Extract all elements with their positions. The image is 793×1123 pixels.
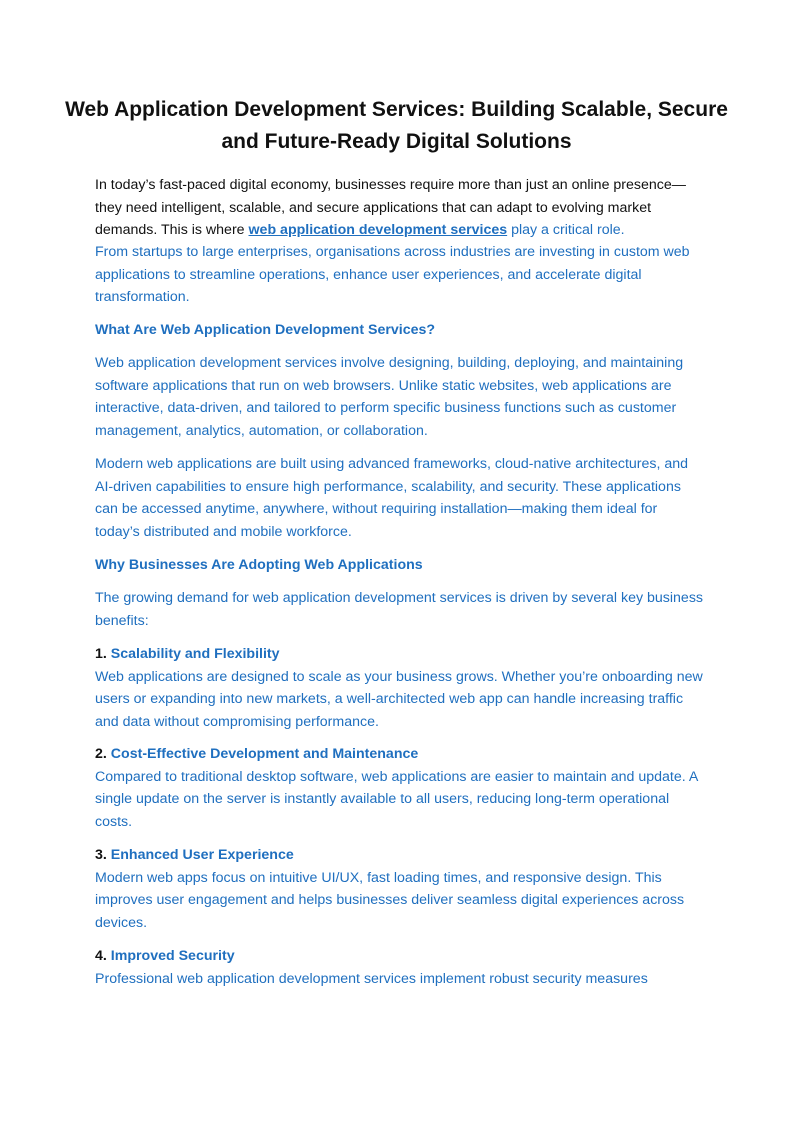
benefit-text: Professional web application development services implement robust security measures — [95, 970, 648, 987]
page-title: Web Application Development Services: Building Scalable, Secure and Future-Ready Digital Solutions — [65, 98, 728, 153]
web-app-dev-services-link[interactable]: web application development services — [248, 222, 508, 238]
section-heading-why-adopting: Why Businesses Are Adopting Web Applications — [95, 557, 423, 573]
benefit-item-3 — [95, 844, 705, 934]
section-2-intro: The growing demand for web application development services is driven by several key business benefits: — [95, 590, 704, 629]
intro-text-before-link: In today’s fast-paced digital economy, businesses require more than just an online presence—they need intelligent, scalable, and secure applications that can adapt to evolving market demands. This is where — [95, 177, 686, 238]
intro-text-after-link: play a critical role. — [507, 222, 625, 238]
benefit-number: 2. — [95, 746, 107, 762]
benefit-text: Modern web apps focus on intuitive UI/UX, fast loading times, and responsive design. This improves user engagement and helps businesses deliver seamless digital experiences across devices. — [95, 869, 685, 931]
intro-paragraph — [95, 174, 705, 242]
benefit-title: Scalability and Flexibility — [110, 646, 280, 662]
benefit-number: 1. — [95, 646, 107, 662]
benefit-text: Web applications are designed to scale as your business grows. Whether you’re onboarding new users or expanding into new markets, a well-architected web app can handle increasing traffic and data without compromising performance. — [95, 668, 703, 730]
section-heading-what-are: What Are Web Application Development Services? — [95, 322, 436, 338]
benefit-title: Cost-Effective Development and Maintenance — [110, 746, 419, 762]
benefit-title: Enhanced User Experience — [110, 847, 294, 863]
section-1-paragraph-2: Modern web applications are built using advanced frameworks, cloud-native architectures, and AI-driven capabilities to ensure high performance, scalability, and security. These applications can be accessed anytime, anywhere, without requiring installation—making them ideal for today’s distributed and mobile workforce. — [95, 456, 689, 540]
benefit-title: Improved Security — [110, 948, 235, 964]
benefit-number: 3. — [95, 847, 107, 863]
benefit-text: Compared to traditional desktop software, web applications are easier to maintain and update. A single update on the server is instantly available to all users, reducing long-term operational costs. — [95, 768, 698, 830]
benefit-number: 4. — [95, 948, 107, 964]
intro-paragraph-2: From startups to large enterprises, organisations across industries are investing in custom web applications to streamline operations, enhance user experiences, and accelerate digital transformation. — [95, 244, 690, 305]
benefit-item-4 — [95, 945, 705, 990]
benefit-item-2 — [95, 743, 705, 833]
benefit-item-1 — [95, 643, 705, 733]
section-1-paragraph-1: Web application development services involve designing, building, deploying, and maintaining software applications that run on web browsers. Unlike static websites, web applications are interactive, data-driven, and tailored to perform specific business functions such as customer management, analytics, automation, or collaboration. — [95, 355, 684, 439]
